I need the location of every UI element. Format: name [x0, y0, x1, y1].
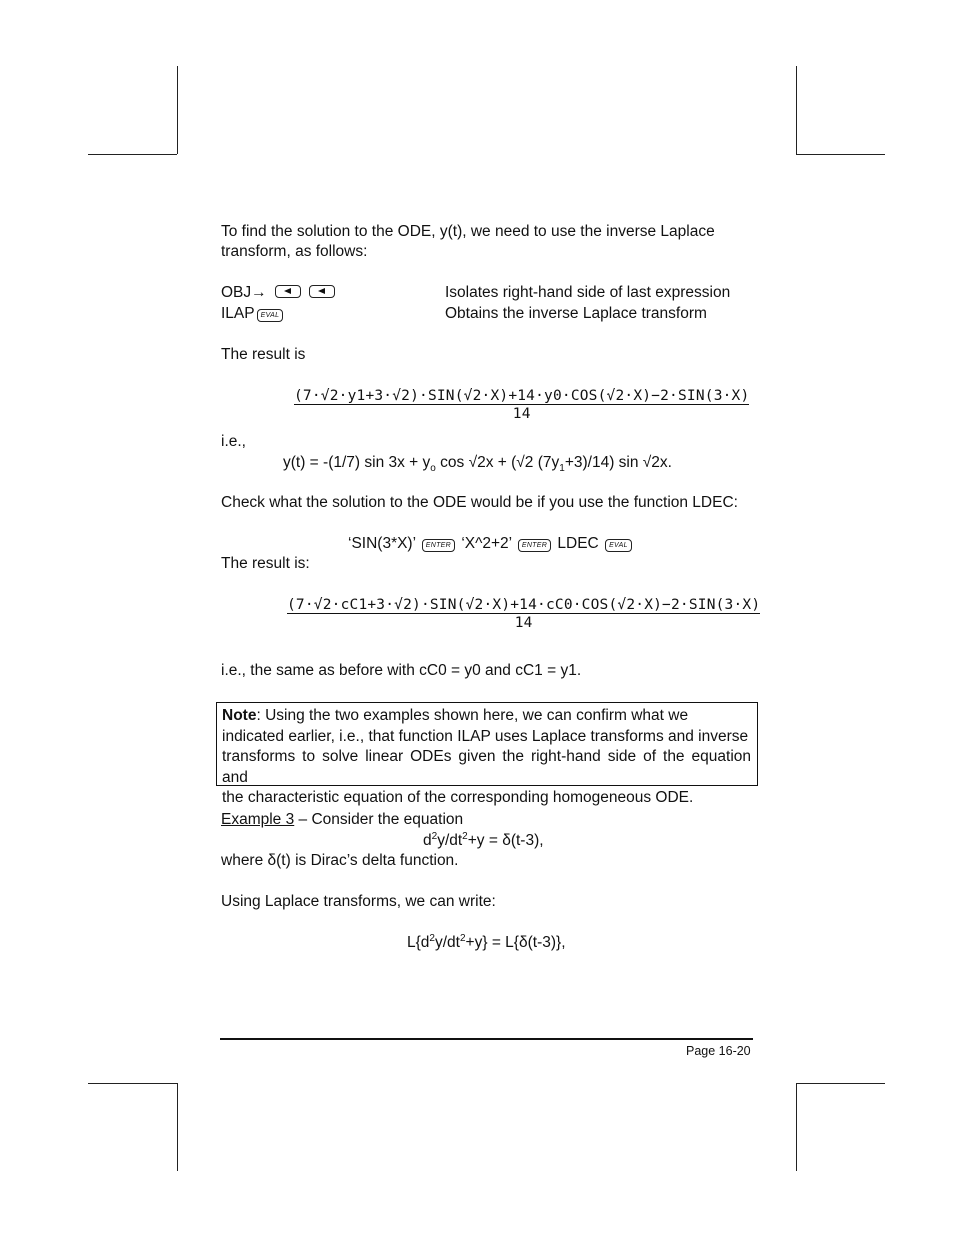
example-3-heading — [221, 810, 463, 830]
laplace-equation — [407, 933, 566, 953]
result-label-1: The result is — [221, 346, 306, 363]
page-number: Page 16-20 — [686, 1044, 751, 1058]
example-3-where: where δ(t) is Dirac’s delta function. — [221, 852, 459, 869]
eq-d: d — [423, 832, 432, 849]
note-line-3: transforms to solve linear ODEs given the right-hand side of the equation and — [222, 748, 751, 786]
crop-mark-top-left-vertical — [177, 66, 178, 154]
note-line-1 — [222, 706, 751, 727]
check-line: Check what the solution to the ODE would be if you use the function LDEC: — [221, 494, 738, 511]
crop-mark-bottom-left-horizontal — [88, 1083, 177, 1084]
eq-sup-1: 2 — [431, 830, 438, 842]
note-label: Note — [222, 707, 257, 724]
calculator-result-1 — [294, 388, 749, 422]
crop-mark-top-left-horizontal — [88, 154, 177, 155]
example-3-text: – Consider the equation — [294, 811, 464, 828]
ldec-arg-1: ‘SIN(3*X)’ — [348, 535, 416, 552]
left-arrow-key-icon — [309, 285, 335, 298]
footer-rule — [220, 1038, 753, 1040]
eq-end: +y = δ(t-3), — [467, 832, 544, 849]
solution-part-2: cos √2x + (√2 (7y — [435, 454, 560, 471]
calc-result-1-numerator: (7·√2·y1+3·√2)·SIN(√2·X)+14·y0·COS(√2·X)−2·SIN(3·X) — [294, 388, 750, 404]
calculator-result-2 — [287, 597, 760, 631]
ie-label: i.e., — [221, 433, 246, 450]
enter-key-icon: ENTER — [422, 539, 455, 552]
eq-mid: y/dt — [437, 832, 463, 849]
step-1-command: OBJ→ — [221, 284, 267, 301]
laplace-eq-sup-2: 2 — [459, 932, 466, 944]
note-line-4: the characteristic equation of the corresponding homogeneous ODE. — [222, 789, 694, 807]
left-arrow-key-icon — [275, 285, 301, 298]
solution-part-3: +3)/14) sin √2x. — [564, 454, 672, 471]
laplace-eq-start: L{d — [407, 934, 430, 951]
step-2-description: Obtains the inverse Laplace transform — [445, 305, 707, 322]
enter-key-icon: ENTER — [518, 539, 551, 552]
calc-result-1-denominator: 14 — [294, 404, 749, 422]
solution-equation — [283, 453, 672, 473]
step-1-description: Isolates right-hand side of last expression — [445, 284, 731, 301]
calc-result-2-denominator: 14 — [287, 613, 760, 631]
result-label-2: The result is: — [221, 555, 310, 572]
crop-mark-top-right-horizontal — [796, 154, 885, 155]
laplace-intro: Using Laplace transforms, we can write: — [221, 893, 496, 910]
example-3-label: Example 3 — [221, 811, 295, 828]
crop-mark-bottom-right-vertical — [796, 1083, 797, 1171]
solution-part-1: y(t) = -(1/7) sin 3x + y — [283, 454, 431, 471]
eval-key-icon: EVAL — [605, 539, 632, 552]
laplace-eq-mid: y/dt — [434, 934, 460, 951]
ldec-keystrokes — [348, 534, 634, 554]
laplace-eq-sup-1: 2 — [429, 932, 435, 944]
laplace-eq-end: +y} = L{δ(t-3)}, — [465, 934, 566, 951]
eq-sup-2: 2 — [462, 830, 468, 842]
same-as-before-line: i.e., the same as before with cC0 = y0 and cC1 = y1. — [221, 662, 582, 679]
crop-mark-bottom-left-vertical — [177, 1083, 178, 1171]
eval-key-icon: EVAL — [257, 309, 284, 322]
ldec-arg-2: ‘X^2+2’ — [461, 535, 512, 552]
solution-subscript-o: o — [430, 463, 436, 475]
crop-mark-bottom-right-horizontal — [796, 1083, 885, 1084]
ldec-function: LDEC — [557, 535, 599, 552]
example-3-equation — [423, 831, 544, 851]
note-box — [216, 702, 758, 807]
note-line-1-text: : Using the two examples shown here, we can confirm what we — [256, 707, 689, 724]
solution-subscript-1: 1 — [559, 463, 565, 475]
step-2-command: ILAP — [221, 305, 255, 322]
intro-line-2: transform, as follows: — [221, 243, 368, 260]
crop-mark-top-right-vertical — [796, 66, 797, 154]
calc-result-2-numerator: (7·√2·cC1+3·√2)·SIN(√2·X)+14·cC0·COS(√2·X)−2·SIN(3·X) — [287, 597, 761, 613]
note-line-2: indicated earlier, i.e., that function ILAP uses Laplace transforms and inverse — [222, 727, 749, 745]
step-1-keystrokes — [221, 283, 335, 303]
intro-line-1: To find the solution to the ODE, y(t), we need to use the inverse Laplace — [221, 223, 715, 240]
step-2-keystrokes — [221, 304, 285, 324]
